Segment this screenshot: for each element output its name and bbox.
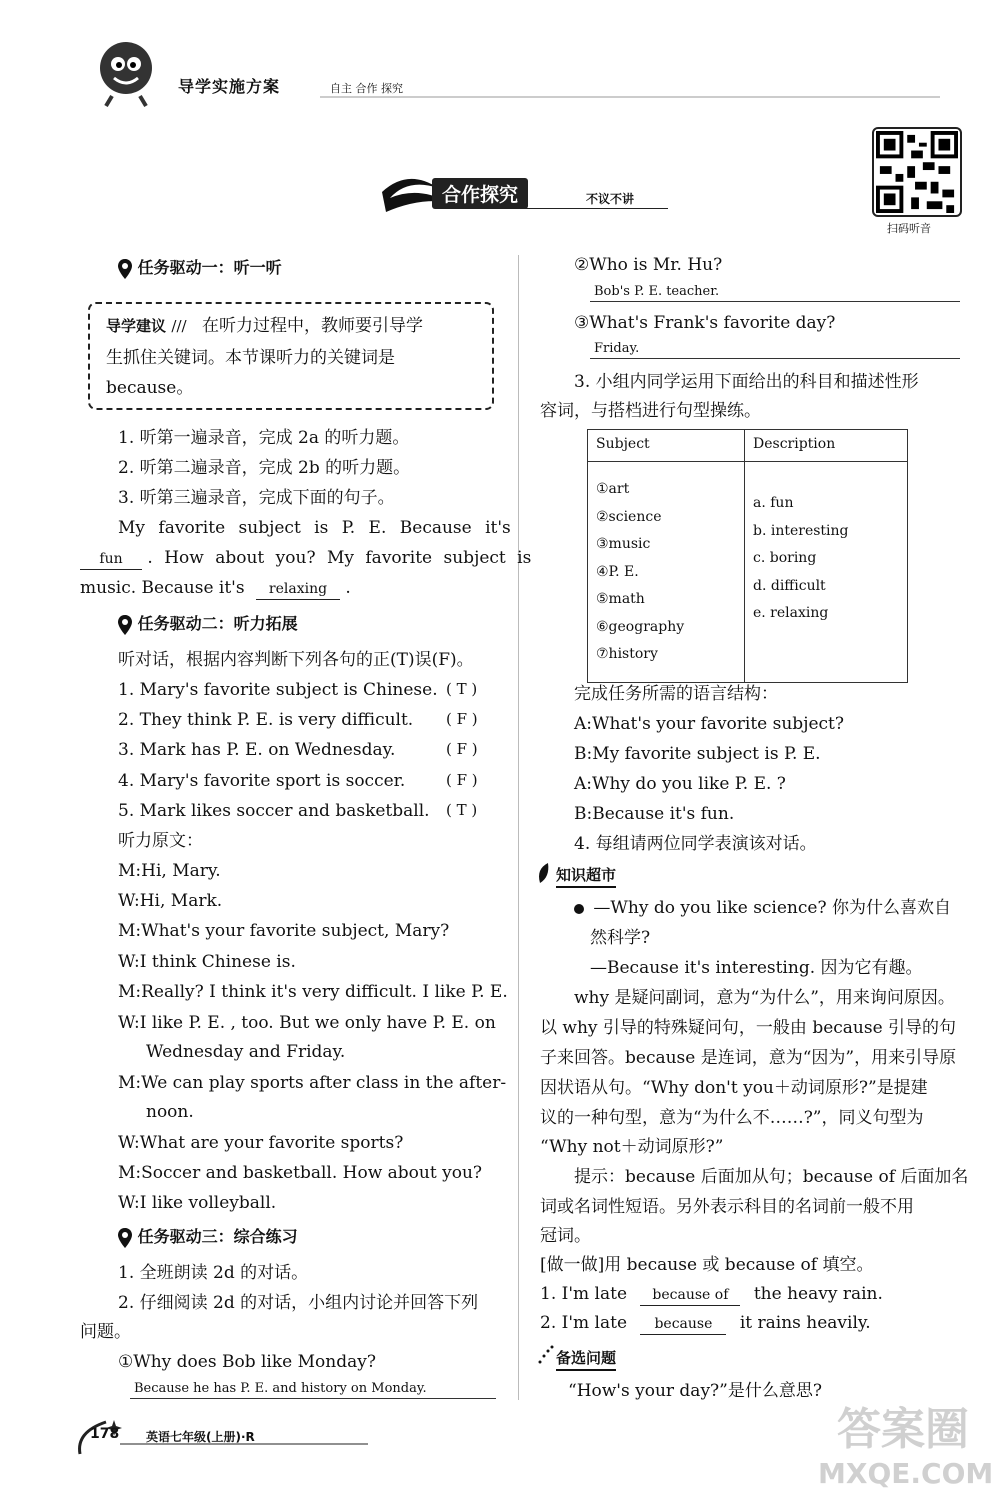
watermark-title: 答案圈	[837, 1404, 969, 1455]
task3-title: 任务驱动三：综合练习	[137, 1227, 298, 1246]
structure-label: 完成任务所需的语言结构：	[574, 684, 778, 704]
knowledge-line: 提示：because 后面加从句；because of 后面加名	[574, 1167, 969, 1187]
description-cell	[745, 462, 908, 683]
watermark	[818, 1404, 994, 1500]
script-line: W:I like volleyball.	[118, 1193, 277, 1213]
sentence-line: My favorite subject is P. E. Because it's	[118, 518, 511, 538]
script-line: M:We can play sports after class in the after-	[118, 1073, 507, 1093]
step3-line: 容词，与搭档进行句型操练。	[540, 401, 761, 421]
script-line: W:Hi, Mark.	[118, 891, 223, 911]
answer-blank[interactable]: fun	[80, 549, 142, 570]
practice-prefix: 1. I'm late	[540, 1284, 628, 1304]
sentence-period: .	[345, 578, 351, 598]
task3-heading	[118, 1227, 298, 1248]
description-item: c. boring	[753, 550, 817, 566]
script-line: W:I like P. E. , too. But we only have P. E. on	[118, 1013, 496, 1033]
script-line: M:Soccer and basketball. How about you?	[118, 1163, 483, 1183]
script-line: Wednesday and Friday.	[146, 1042, 346, 1062]
banner-tag: 不议不讲	[586, 192, 635, 206]
step-item: 3. 听第三遍录音，完成下面的句子。	[118, 488, 395, 508]
header-subtitle: 自主 合作 探究	[330, 82, 403, 95]
subject-item: ⑦history	[596, 646, 658, 662]
footer-book-title: 英语七年级(上册)·R	[146, 1430, 255, 1444]
answer-blank[interactable]: relaxing	[256, 579, 340, 600]
description-item: e. relaxing	[753, 605, 829, 621]
tf-item: 2. They think P. E. is very difficult.	[118, 710, 414, 730]
subject-item: ⑤math	[596, 591, 645, 607]
practice-prefix: 2. I'm late	[540, 1313, 628, 1333]
tf-item: 3. Mark has P. E. on Wednesday.	[118, 740, 396, 760]
script-line: M:Really? I think it's very difficult. I like P. E.	[118, 982, 508, 1002]
extra-title: 备选问题	[556, 1347, 616, 1371]
tf-answer: ( F )	[446, 710, 478, 728]
sentence-line: music. Because it's	[80, 578, 245, 598]
task2-intro: 听对话，根据内容判断下列各句的正(T)误(F)。	[118, 650, 474, 670]
tf-item: 4. Mary's favorite sport is soccer.	[118, 771, 406, 791]
tip-label: 导学建议	[106, 317, 167, 335]
subject-item: ①art	[596, 481, 630, 497]
knowledge-line: 以 why 引导的特殊疑问句，一般由 because 引导的句	[540, 1018, 957, 1038]
step-item: 1. 听第一遍录音，完成 2a 的听力题。	[118, 428, 410, 448]
location-pin-icon	[118, 1228, 132, 1248]
task3-item: 1. 全班朗读 2d 的对话。	[118, 1263, 309, 1283]
qr-caption: 扫码听音	[887, 222, 931, 235]
question-2: ②Who is Mr. Hu?	[574, 255, 723, 275]
location-pin-icon	[118, 259, 132, 279]
header-title: 导学实施方案	[178, 77, 281, 96]
dialog-line: A:Why do you like P. E. ?	[574, 774, 786, 794]
knowledge-line: 因状语从句。“Why don't you＋动词原形?”是提建	[540, 1078, 928, 1098]
qr-code[interactable]	[872, 127, 962, 217]
header-rule	[320, 96, 940, 98]
subject-item: ④P. E.	[596, 563, 639, 580]
task2-heading	[118, 614, 298, 635]
mascot-logo	[92, 38, 160, 108]
subject-item: ⑥geography	[596, 618, 685, 635]
tf-answer: ( T )	[446, 801, 478, 819]
step4: 4. 每组请两位同学表演该对话。	[574, 834, 817, 854]
practice-suffix: it rains heavily.	[739, 1313, 871, 1333]
knowledge-title: 知识超市	[556, 864, 616, 888]
subject-table	[587, 429, 908, 683]
page-number: 178	[90, 1426, 120, 1442]
tip-line: because。	[106, 378, 194, 398]
sentence-line: . How about you? My favorite subject is	[147, 548, 532, 568]
tf-item: 1. Mary's favorite subject is Chinese.	[118, 680, 438, 700]
script-line: W:What are your favorite sports?	[118, 1133, 404, 1153]
tf-answer: ( F )	[446, 771, 478, 789]
script-line: W:I think Chinese is.	[118, 952, 296, 972]
dialog-line: B:My favorite subject is P. E.	[574, 744, 821, 764]
extra-question: “How's your day?”是什么意思?	[568, 1381, 822, 1401]
task3-item: 2. 仔细阅读 2d 的对话，小组内讨论并回答下列	[118, 1293, 479, 1313]
knowledge-line: 子来回答。because 是连词，意为“因为”，用来引导原	[540, 1048, 957, 1068]
practice-suffix: the heavy rain.	[753, 1284, 883, 1304]
practice-blank[interactable]: because of	[640, 1285, 740, 1306]
subject-cell	[588, 462, 745, 683]
description-item: b. interesting	[753, 522, 849, 539]
knowledge-line: 议的一种句型，意为“为什么不……?”，同义句型为	[540, 1108, 924, 1128]
knowledge-line: 然科学?	[590, 928, 651, 948]
table-header: Description	[745, 430, 908, 462]
tip-line: 生抓住关键词。本节课听力的关键词是	[106, 348, 395, 368]
script-line: M:Hi, Mary.	[118, 861, 221, 881]
task3-item: 问题。	[80, 1322, 131, 1342]
script-line: noon.	[146, 1102, 194, 1122]
knowledge-line: —Because it's interesting. 因为它有趣。	[590, 958, 923, 978]
table-header: Subject	[588, 430, 745, 462]
question-3: ③What's Frank's favorite day?	[574, 313, 836, 333]
practice-blank[interactable]: because	[640, 1314, 726, 1335]
knowledge-line: 冠词。	[540, 1226, 591, 1246]
subject-item: ③music	[596, 536, 651, 552]
knowledge-line: “Why not＋动词原形?”	[540, 1137, 724, 1157]
knowledge-line: why 是疑问副词，意为“为什么”，用来询问原因。	[574, 988, 955, 1008]
watermark-url: MXQE.COM	[818, 1457, 994, 1490]
answer-line-1[interactable]: Because he has P. E. and history on Monday.	[130, 1380, 496, 1399]
script-label: 听力原文：	[118, 831, 203, 851]
knowledge-line: 词或名词性短语。另外表示科目的名词前一般不用	[540, 1197, 914, 1217]
tf-answer: ( T )	[446, 680, 478, 698]
location-pin-icon	[118, 615, 132, 635]
tf-item: 5. Mark likes soccer and basketball.	[118, 801, 430, 821]
description-item: a. fun	[753, 495, 794, 511]
step-item: 2. 听第二遍录音，完成 2b 的听力题。	[118, 458, 411, 478]
section-banner	[378, 168, 668, 216]
dialog-line: A:What's your favorite subject?	[574, 714, 844, 734]
column-divider	[518, 255, 519, 1400]
script-line: M:What's your favorite subject, Mary?	[118, 921, 450, 941]
practice-label: [做一做]用 because 或 because of 填空。	[540, 1255, 874, 1275]
description-item: d. difficult	[753, 577, 826, 594]
task1-title: 任务驱动一：听一听	[137, 258, 282, 277]
banner-title: 合作探究	[432, 178, 528, 209]
knowledge-line: —Why do you like science? 你为什么喜欢自	[593, 898, 951, 918]
subject-item: ②science	[596, 508, 662, 525]
leaf-icon	[536, 863, 552, 885]
tip-line: 在听力过程中，教师要引导学	[202, 316, 423, 336]
tf-answer: ( F )	[446, 740, 478, 758]
answer-line-2[interactable]: Bob's P. E. teacher.	[590, 283, 960, 302]
task1-heading	[118, 258, 282, 279]
step3-line: 3. 小组内同学运用下面给出的科目和描述性形	[574, 372, 919, 392]
slash-decoration: ///	[171, 317, 187, 335]
question-1: ①Why does Bob like Monday?	[118, 1352, 376, 1372]
answer-line-3[interactable]: Friday.	[590, 340, 960, 359]
dialog-line: B:Because it's fun.	[574, 804, 735, 824]
task2-title: 任务驱动二：听力拓展	[137, 614, 298, 633]
sparkle-icon	[536, 1344, 554, 1366]
bullet-dot	[574, 904, 584, 914]
